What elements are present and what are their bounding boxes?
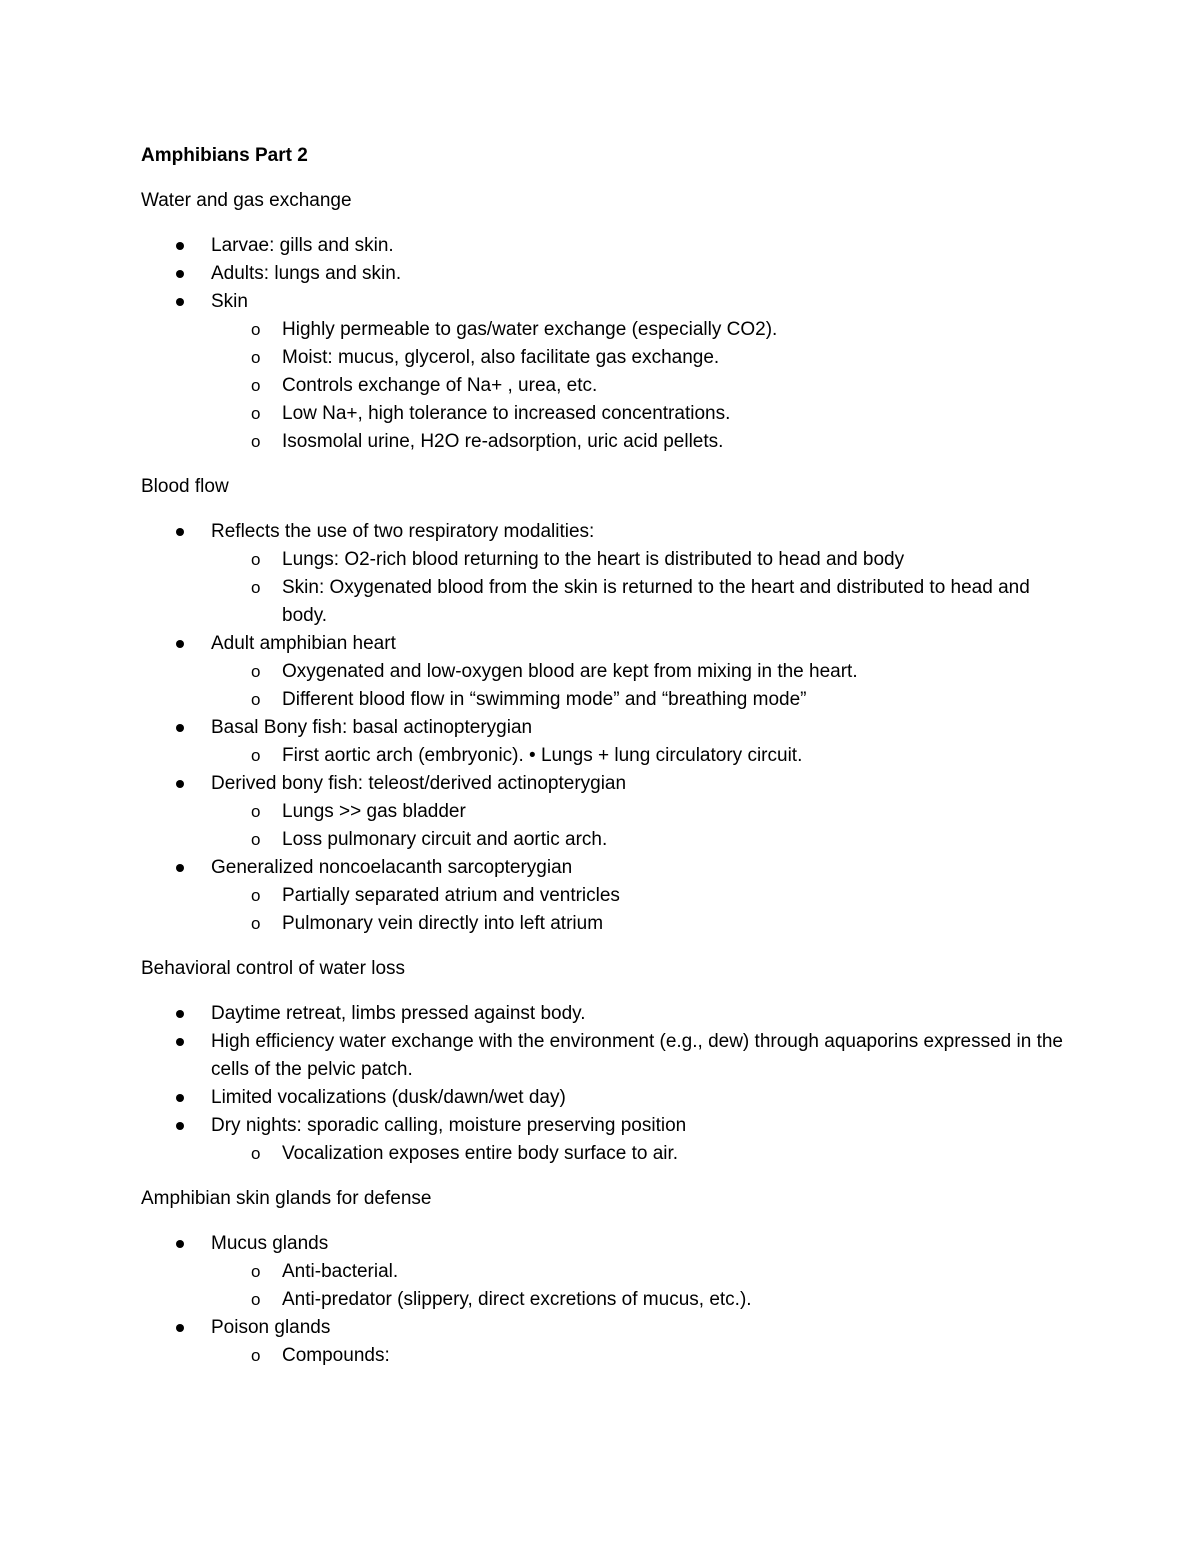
sub-bullet-list: [211, 546, 1071, 630]
bullet-dot-icon: [176, 242, 184, 250]
list-item: [141, 260, 1071, 288]
sub-list-item: [211, 546, 1071, 574]
sub-bullet-list: [211, 882, 1071, 938]
list-item: [141, 1000, 1071, 1028]
sub-list-item: [211, 1258, 1071, 1286]
sub-list-item-text: Lungs >> gas bladder: [282, 801, 466, 822]
sub-list-item: [211, 1342, 1071, 1370]
hollow-bullet-icon: o: [251, 886, 261, 905]
hollow-bullet-icon: o: [251, 914, 261, 933]
sub-list-item: [211, 686, 1071, 714]
hollow-bullet-icon: o: [251, 1262, 261, 1281]
bullet-dot-icon: [176, 1240, 184, 1248]
sections-container: [141, 187, 1071, 1370]
sub-list-item: [211, 826, 1071, 854]
hollow-bullet-icon: o: [251, 830, 261, 849]
sub-list-item-text: Low Na+, high tolerance to increased concentrations.: [282, 403, 731, 424]
sub-list-item: [211, 1286, 1071, 1314]
hollow-bullet-icon: o: [251, 432, 261, 451]
list-item-text: Adult amphibian heart: [211, 633, 396, 654]
bullet-dot-icon: [176, 780, 184, 788]
sub-list-item-text: Partially separated atrium and ventricles: [282, 885, 620, 906]
list-item: [141, 1230, 1071, 1314]
sub-bullet-list: [211, 316, 1071, 456]
sub-list-item-text: Moist: mucus, glycerol, also facilitate gas exchange.: [282, 347, 720, 368]
list-item: [141, 770, 1071, 854]
bullet-dot-icon: [176, 1122, 184, 1130]
hollow-bullet-icon: o: [251, 578, 261, 597]
bullet-dot-icon: [176, 270, 184, 278]
sub-list-item: [211, 400, 1071, 428]
section-heading: Water and gas exchange: [141, 190, 352, 211]
hollow-bullet-icon: o: [251, 550, 261, 569]
sub-bullet-list: [211, 658, 1071, 714]
list-item: [141, 1028, 1071, 1084]
sub-list-item: [211, 882, 1071, 910]
sub-list-item: [211, 316, 1071, 344]
sub-list-item-text: First aortic arch (embryonic). • Lungs + lung circulatory circuit.: [282, 745, 803, 766]
list-item: [141, 1112, 1071, 1168]
sub-list-item-text: Different blood flow in “swimming mode” and “breathing mode”: [282, 689, 807, 710]
sub-bullet-list: [211, 1342, 1071, 1370]
bullet-dot-icon: [176, 1038, 184, 1046]
sub-list-item-text: Lungs: O2-rich blood returning to the heart is distributed to head and body: [282, 549, 905, 570]
document-title: Amphibians Part 2: [141, 145, 308, 166]
sub-bullet-list: [211, 742, 1071, 770]
list-item: [141, 518, 1071, 630]
list-item: [141, 1314, 1071, 1370]
sub-list-item: [211, 798, 1071, 826]
list-item: [141, 714, 1071, 770]
sub-list-item: [211, 658, 1071, 686]
sub-bullet-list: [211, 1258, 1071, 1314]
list-item-text: Mucus glands: [211, 1233, 329, 1254]
sub-list-item-text: Compounds:: [282, 1345, 390, 1366]
hollow-bullet-icon: o: [251, 662, 261, 681]
sub-bullet-list: [211, 798, 1071, 854]
sub-list-item-text: Anti-predator (slippery, direct excretions of mucus, etc.).: [282, 1289, 752, 1310]
bullet-dot-icon: [176, 724, 184, 732]
bullet-dot-icon: [176, 1324, 184, 1332]
hollow-bullet-icon: o: [251, 1144, 261, 1163]
sub-bullet-list: [211, 1140, 1071, 1168]
list-item: [141, 630, 1071, 714]
hollow-bullet-icon: o: [251, 746, 261, 765]
list-item-text: Generalized noncoelacanth sarcopterygian: [211, 857, 573, 878]
sub-list-item-text: Highly permeable to gas/water exchange (especially CO2).: [282, 319, 778, 340]
list-item-text: Derived bony fish: teleost/derived actinopterygian: [211, 773, 627, 794]
list-item: [141, 854, 1071, 938]
list-item: [141, 1084, 1071, 1112]
sub-list-item: [211, 344, 1071, 372]
sub-list-item-text: Loss pulmonary circuit and aortic arch.: [282, 829, 608, 850]
hollow-bullet-icon: o: [251, 320, 261, 339]
list-item: [141, 288, 1071, 456]
section-heading: Amphibian skin glands for defense: [141, 1188, 432, 1209]
bullet-list: [141, 1000, 1071, 1168]
hollow-bullet-icon: o: [251, 376, 261, 395]
sub-list-item: [211, 910, 1071, 938]
hollow-bullet-icon: o: [251, 690, 261, 709]
sub-list-item: [211, 742, 1071, 770]
bullet-dot-icon: [176, 1094, 184, 1102]
sub-list-item-text: Pulmonary vein directly into left atrium: [282, 913, 604, 934]
list-item-text: Larvae: gills and skin.: [211, 235, 394, 256]
list-item-text: High efficiency water exchange with the environment (e.g., dew) through aquaporins expressed in the cells of the pelvic patch.: [211, 1031, 1063, 1080]
bullet-dot-icon: [176, 298, 184, 306]
list-item-text: Adults: lungs and skin.: [211, 263, 402, 284]
hollow-bullet-icon: o: [251, 348, 261, 367]
sub-list-item-text: Controls exchange of Na+ , urea, etc.: [282, 375, 598, 396]
sub-list-item-text: Anti-bacterial.: [282, 1261, 399, 1282]
hollow-bullet-icon: o: [251, 404, 261, 423]
bullet-list: [141, 518, 1071, 938]
list-item-text: Basal Bony fish: basal actinopterygian: [211, 717, 533, 738]
sub-list-item-text: Oxygenated and low-oxygen blood are kept from mixing in the heart.: [282, 661, 858, 682]
list-item-text: Limited vocalizations (dusk/dawn/wet day): [211, 1087, 566, 1108]
list-item: [141, 232, 1071, 260]
bullet-dot-icon: [176, 1010, 184, 1018]
hollow-bullet-icon: o: [251, 802, 261, 821]
sub-list-item: [211, 372, 1071, 400]
sub-list-item-text: Vocalization exposes entire body surface to air.: [282, 1143, 679, 1164]
hollow-bullet-icon: o: [251, 1346, 261, 1365]
bullet-dot-icon: [176, 864, 184, 872]
list-item-text: Dry nights: sporadic calling, moisture preserving position: [211, 1115, 687, 1136]
list-item-text: Daytime retreat, limbs pressed against body.: [211, 1003, 586, 1024]
sub-list-item-text: Isosmolal urine, H2O re-adsorption, uric acid pellets.: [282, 431, 724, 452]
sub-list-item: [211, 574, 1071, 630]
section-heading: Blood flow: [141, 476, 229, 497]
list-item-text: Reflects the use of two respiratory modalities:: [211, 521, 595, 542]
bullet-list: [141, 232, 1071, 456]
sub-list-item: [211, 1140, 1071, 1168]
sub-list-item-text: Skin: Oxygenated blood from the skin is returned to the heart and distributed to head and body.: [282, 577, 1030, 626]
list-item-text: Skin: [211, 291, 248, 312]
bullet-list: [141, 1230, 1071, 1370]
document-body: [141, 142, 1071, 1387]
bullet-dot-icon: [176, 640, 184, 648]
sub-list-item: [211, 428, 1071, 456]
hollow-bullet-icon: o: [251, 1290, 261, 1309]
list-item-text: Poison glands: [211, 1317, 331, 1338]
bullet-dot-icon: [176, 528, 184, 536]
section-heading: Behavioral control of water loss: [141, 958, 406, 979]
